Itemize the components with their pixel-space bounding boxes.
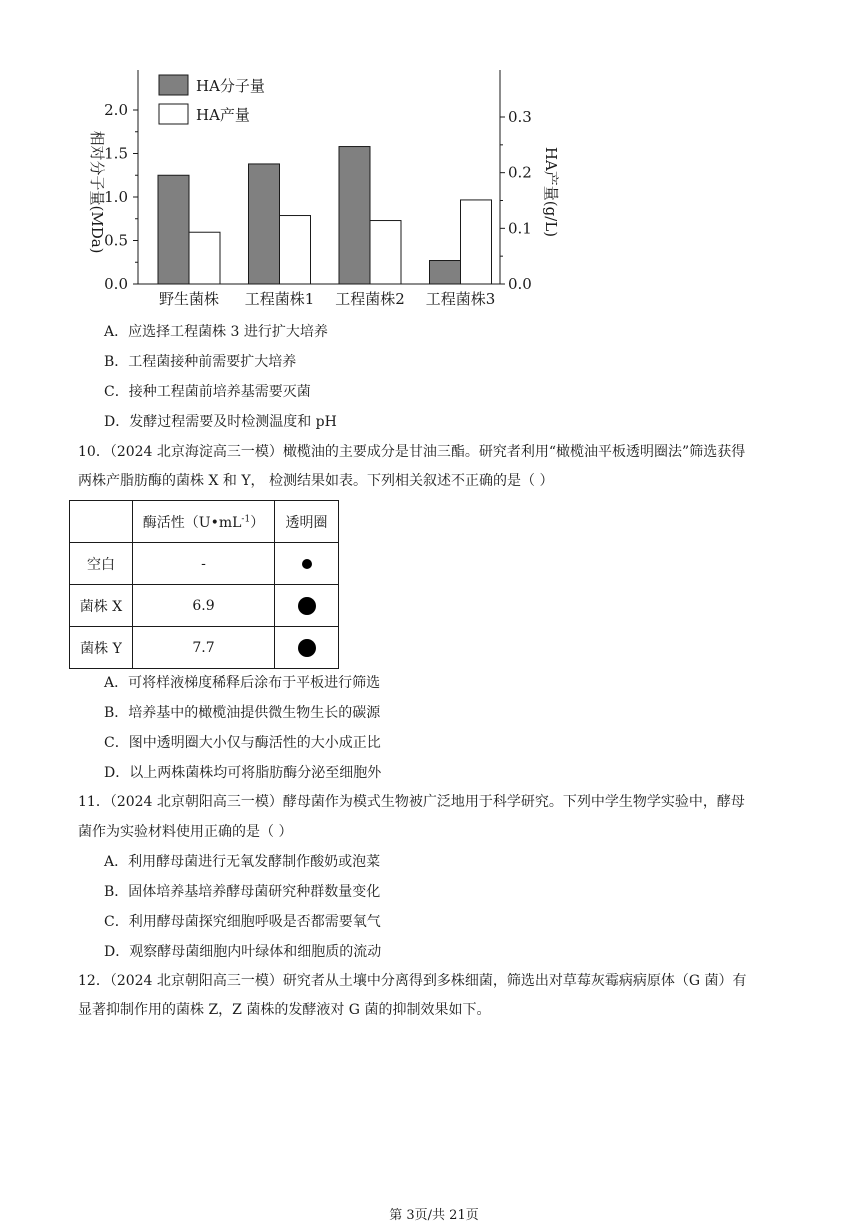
table-header-empty bbox=[70, 501, 133, 543]
bar-molecular-weight bbox=[158, 175, 189, 284]
legend-swatch bbox=[159, 75, 188, 95]
y-axis-label-left: 相对分子量(MDa) bbox=[88, 130, 106, 254]
y-tick-label-left: 1.0 bbox=[104, 188, 128, 206]
y-tick-label-right: 0.3 bbox=[508, 108, 532, 126]
table-cell-strain: 菌株 X bbox=[70, 585, 133, 627]
q11-option-d: D．观察酵母菌细胞内叶绿体和细胞质的流动 bbox=[104, 944, 382, 960]
small-circle-icon bbox=[302, 559, 312, 569]
chart-legend bbox=[159, 75, 265, 124]
y-tick-label-right: 0.1 bbox=[508, 219, 532, 238]
q10-stem-line1: 10．（2024 北京海淀高三一模）橄榄油的主要成分是甘油三酯。研究者利用“橄榄油平板透明圈法”筛选获得 bbox=[78, 444, 746, 460]
q11-option-a: A．利用酵母菌进行无氧发酵制作酸奶或泡菜 bbox=[104, 854, 381, 870]
x-tick-label: 工程菌株1 bbox=[244, 290, 315, 308]
legend-label: HA产量 bbox=[196, 106, 250, 124]
table-row bbox=[70, 543, 339, 585]
y-axis-label-right: HA产量(g/L) bbox=[542, 146, 560, 238]
legend-swatch bbox=[159, 104, 188, 124]
table-cell-strain: 空白 bbox=[70, 543, 133, 585]
x-tick-label: 工程菌株3 bbox=[425, 290, 496, 308]
q10-option-a: A．可将样液梯度稀释后涂布于平板进行筛选 bbox=[104, 675, 381, 691]
enzyme-activity-table bbox=[69, 500, 339, 669]
x-tick-label: 工程菌株2 bbox=[335, 290, 405, 308]
q10-option-d: D．以上两株菌株均可将脂肪酶分泌至细胞外 bbox=[104, 765, 382, 781]
table-cell-circle bbox=[275, 627, 339, 669]
bar-yield bbox=[280, 216, 311, 284]
bar-yield bbox=[461, 200, 492, 284]
y-tick-label-left: 0.0 bbox=[104, 275, 128, 293]
table-cell-activity: 7.7 bbox=[133, 627, 275, 669]
table-cell-activity: - bbox=[133, 543, 275, 585]
q11-stem-line1: 11．（2024 北京朝阳高三一模）酵母菌作为模式生物被广泛地用于科学研究。下列中学生物学实验中，酵母 bbox=[78, 794, 745, 810]
table-cell-circle bbox=[275, 585, 339, 627]
y-tick-label-left: 1.5 bbox=[104, 144, 128, 163]
y-tick-label-left: 0.5 bbox=[104, 231, 128, 250]
table-cell-circle bbox=[275, 543, 339, 585]
bar-molecular-weight bbox=[430, 261, 461, 284]
table-row bbox=[70, 585, 339, 627]
y-tick-label-right: 0.2 bbox=[508, 163, 532, 182]
y-tick-label-left: 2.0 bbox=[104, 101, 128, 119]
q10-option-c: C．图中透明圈大小仅与酶活性的大小成正比 bbox=[104, 735, 381, 751]
table-header-activity: 酶活性$(U•mL^{-1})$ bbox=[133, 501, 275, 543]
page-footer: 第 3页/共 21页 bbox=[389, 1208, 479, 1223]
x-tick-label: 野生菌株 bbox=[158, 290, 220, 308]
large-circle-icon bbox=[298, 639, 316, 657]
y-tick-label-right: 0.0 bbox=[508, 275, 532, 293]
bar-yield bbox=[189, 232, 220, 284]
q11-option-b: B．固体培养基培养酵母菌研究种群数量变化 bbox=[104, 884, 381, 900]
q12-stem-line1: 12．（2024 北京朝阳高三一模）研究者从土壤中分离得到多株细菌，筛选出对草莓灰霉病病原体（G 菌）有 bbox=[78, 973, 747, 989]
q11-option-c: C．利用酵母菌探究细胞呼吸是否都需要氧气 bbox=[104, 914, 381, 930]
bar-molecular-weight bbox=[339, 147, 370, 284]
table-header-row bbox=[70, 501, 339, 543]
large-circle-icon bbox=[298, 597, 316, 615]
q10-option-b: B．培养基中的橄榄油提供微生物生长的碳源 bbox=[104, 705, 381, 721]
q9-option-b: B．工程菌接种前需要扩大培养 bbox=[104, 354, 297, 370]
chart-bars bbox=[158, 147, 492, 284]
table-cell-activity: 6.9 bbox=[133, 585, 275, 627]
legend-label: HA分子量 bbox=[196, 77, 265, 95]
q9-option-d: D．发酵过程需要及时检测温度和 pH bbox=[104, 414, 337, 430]
q9-option-a: A．应选择工程菌株 3 进行扩大培养 bbox=[104, 324, 328, 340]
q10-stem-line2: 两株产脂肪酶的菌株 X 和 Y， 检测结果如表。下列相关叙述不正确的是（ ） bbox=[78, 473, 554, 489]
q12-stem-line2: 显著抑制作用的菌株 Z，Z 菌株的发酵液对 G 菌的抑制效果如下。 bbox=[78, 1002, 491, 1018]
bar-molecular-weight bbox=[249, 164, 280, 284]
bar-yield bbox=[370, 221, 401, 284]
q11-stem-line2: 菌作为实验材料使用正确的是（ ） bbox=[78, 824, 293, 840]
table-row bbox=[70, 627, 339, 669]
table-cell-strain: 菌株 Y bbox=[70, 627, 133, 669]
table-header-circle: 透明圈 bbox=[275, 501, 339, 543]
q9-option-c: C．接种工程菌前培养基需要灭菌 bbox=[104, 384, 311, 400]
bar-chart bbox=[78, 60, 560, 310]
